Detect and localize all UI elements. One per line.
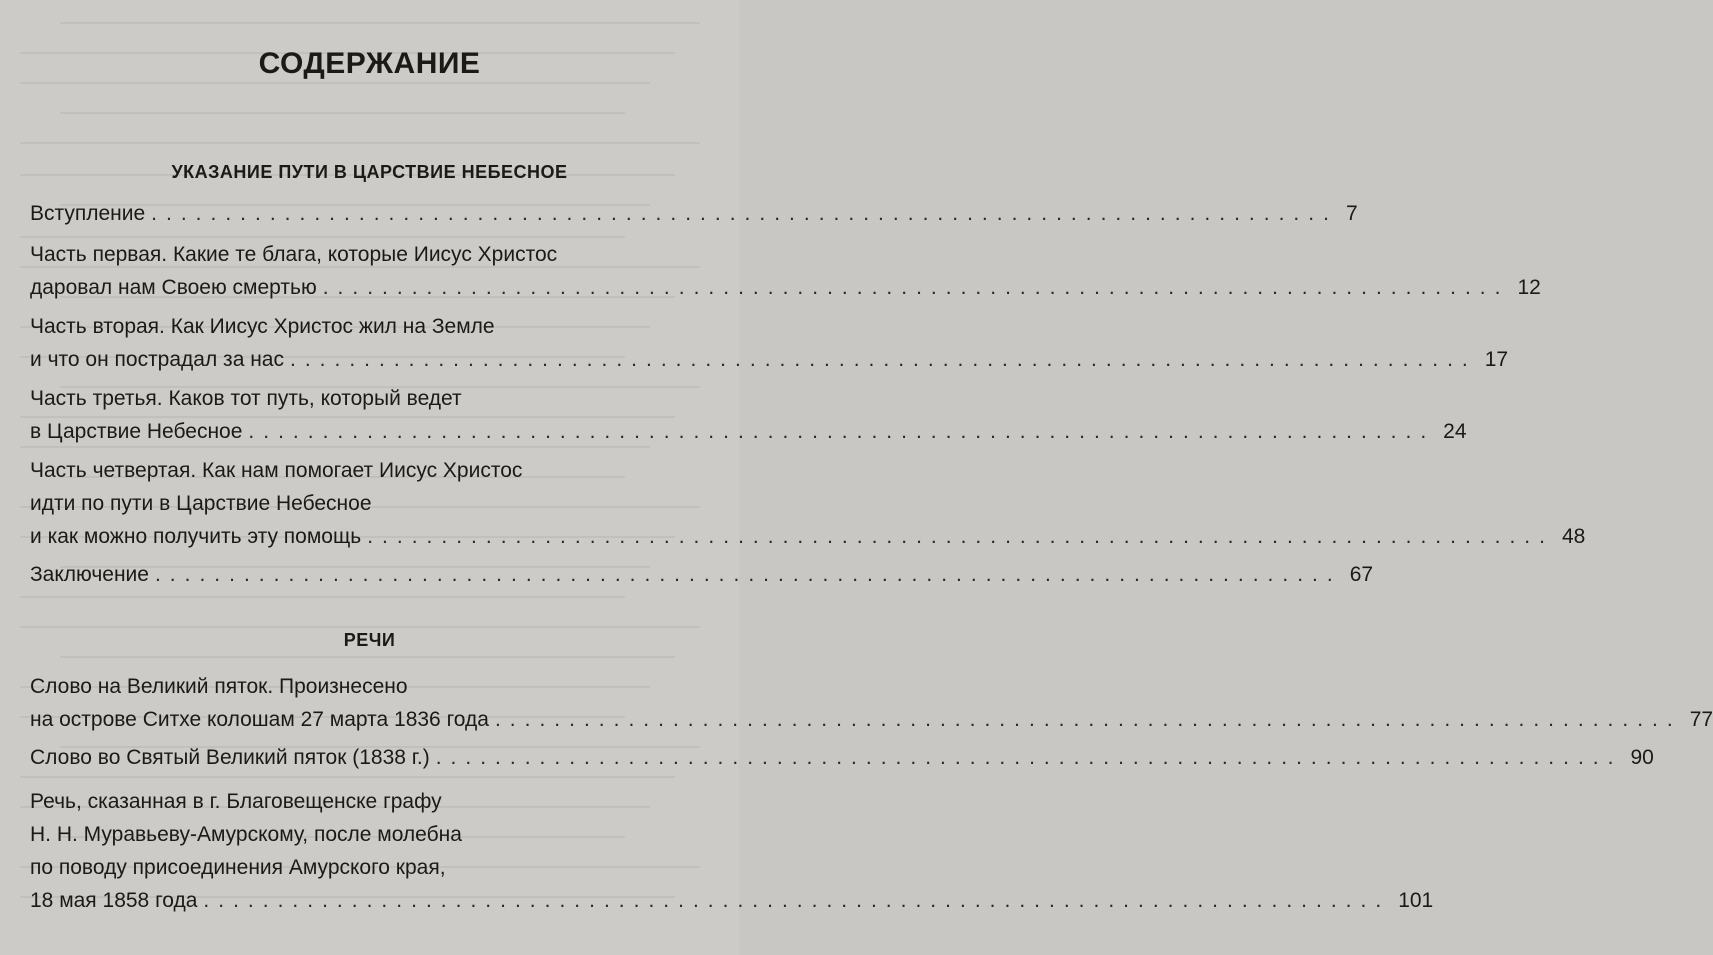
- section-heading: РЕЧИ: [343, 630, 396, 650]
- page-number: 7: [1345, 202, 1358, 225]
- toc-entry-title: Вступление: [30, 202, 146, 225]
- toc-entry[interactable]: [30, 310, 1509, 376]
- section-heading: УКАЗАНИЕ ПУТИ В ЦАРСТВИЕ НЕБЕСНОЕ: [171, 162, 568, 182]
- dot-leader: ................................................................................: [248, 420, 1436, 443]
- page-title: СОДЕРЖАНИЕ: [258, 47, 481, 80]
- show-through-line: [20, 596, 625, 598]
- show-through-line: [20, 776, 675, 778]
- toc-entry-title: даровал нам Своею смертью: [30, 276, 317, 299]
- page-number: 90: [1630, 746, 1654, 769]
- page-number: 101: [1398, 889, 1434, 912]
- dot-leader: ................................................................................: [322, 276, 1510, 299]
- toc-entry-title: Часть третья. Каков тот путь, который ведет: [30, 387, 462, 410]
- dot-leader: ................................................................................: [367, 525, 1554, 548]
- toc-entry-title: 18 мая 1858 года: [30, 889, 198, 912]
- show-through-line: [60, 656, 675, 658]
- page-number: 24: [1443, 420, 1467, 443]
- toc-entry-title: на острове Ситхе колошам 27 марта 1836 года: [30, 708, 489, 731]
- toc-entry[interactable]: [30, 238, 1541, 304]
- toc-entry-title: Часть первая. Какие те блага, которые Иисус Христос: [30, 243, 558, 266]
- toc-entry[interactable]: [30, 670, 1713, 736]
- toc-entry-title: Н. Н. Муравьеву-Амурскому, после молебна: [30, 823, 462, 846]
- dot-leader: ................................................................................: [154, 563, 1342, 586]
- dot-leader: ................................................................................: [289, 348, 1477, 371]
- toc-entry[interactable]: [30, 382, 1467, 448]
- toc-entry[interactable]: [30, 454, 1586, 553]
- page-number: 67: [1349, 563, 1374, 586]
- toc-entry-title: Слово во Святый Великий пяток (1838 г.): [30, 746, 430, 769]
- dot-leader: ................................................................................: [494, 708, 1682, 731]
- page-number: 48: [1561, 525, 1586, 548]
- toc-entry[interactable]: [30, 558, 1374, 591]
- page-number: 17: [1484, 348, 1509, 371]
- page-number: 77: [1689, 708, 1713, 731]
- dot-leader: ................................................................................: [151, 202, 1338, 225]
- toc-entry[interactable]: [30, 785, 1434, 917]
- dot-leader: ................................................................................: [203, 889, 1391, 912]
- show-through-line: [20, 82, 650, 84]
- page-number: 12: [1517, 276, 1541, 299]
- dot-leader: ................................................................................: [435, 746, 1623, 769]
- toc-entry-title: по поводу присоединения Амурского края,: [30, 856, 446, 879]
- toc-entry-title: в Царствие Небесное: [30, 420, 243, 443]
- show-through-line: [20, 626, 700, 628]
- toc-entry[interactable]: [30, 197, 1358, 230]
- toc-entry-title: Часть четвертая. Как нам помогает Иисус Христос: [30, 459, 523, 482]
- toc-entry-title: Часть вторая. Как Иисус Христос жил на Земле: [30, 315, 495, 338]
- toc-entry-title: идти по пути в Царствие Небесное: [30, 492, 372, 515]
- toc-entry-title: и как можно получить эту помощь: [30, 525, 362, 548]
- show-through-line: [20, 142, 700, 144]
- toc-entry-title: Слово на Великий пяток. Произнесено: [30, 675, 408, 698]
- toc-entry-title: и что он пострадал за нас: [30, 348, 284, 371]
- toc-entry[interactable]: [30, 741, 1654, 774]
- show-through-line: [60, 112, 625, 114]
- show-through-line: [60, 22, 700, 24]
- toc-entry-title: Речь, сказанная в г. Благовещенске графу: [30, 790, 442, 813]
- toc-entry-title: Заключение: [30, 563, 149, 586]
